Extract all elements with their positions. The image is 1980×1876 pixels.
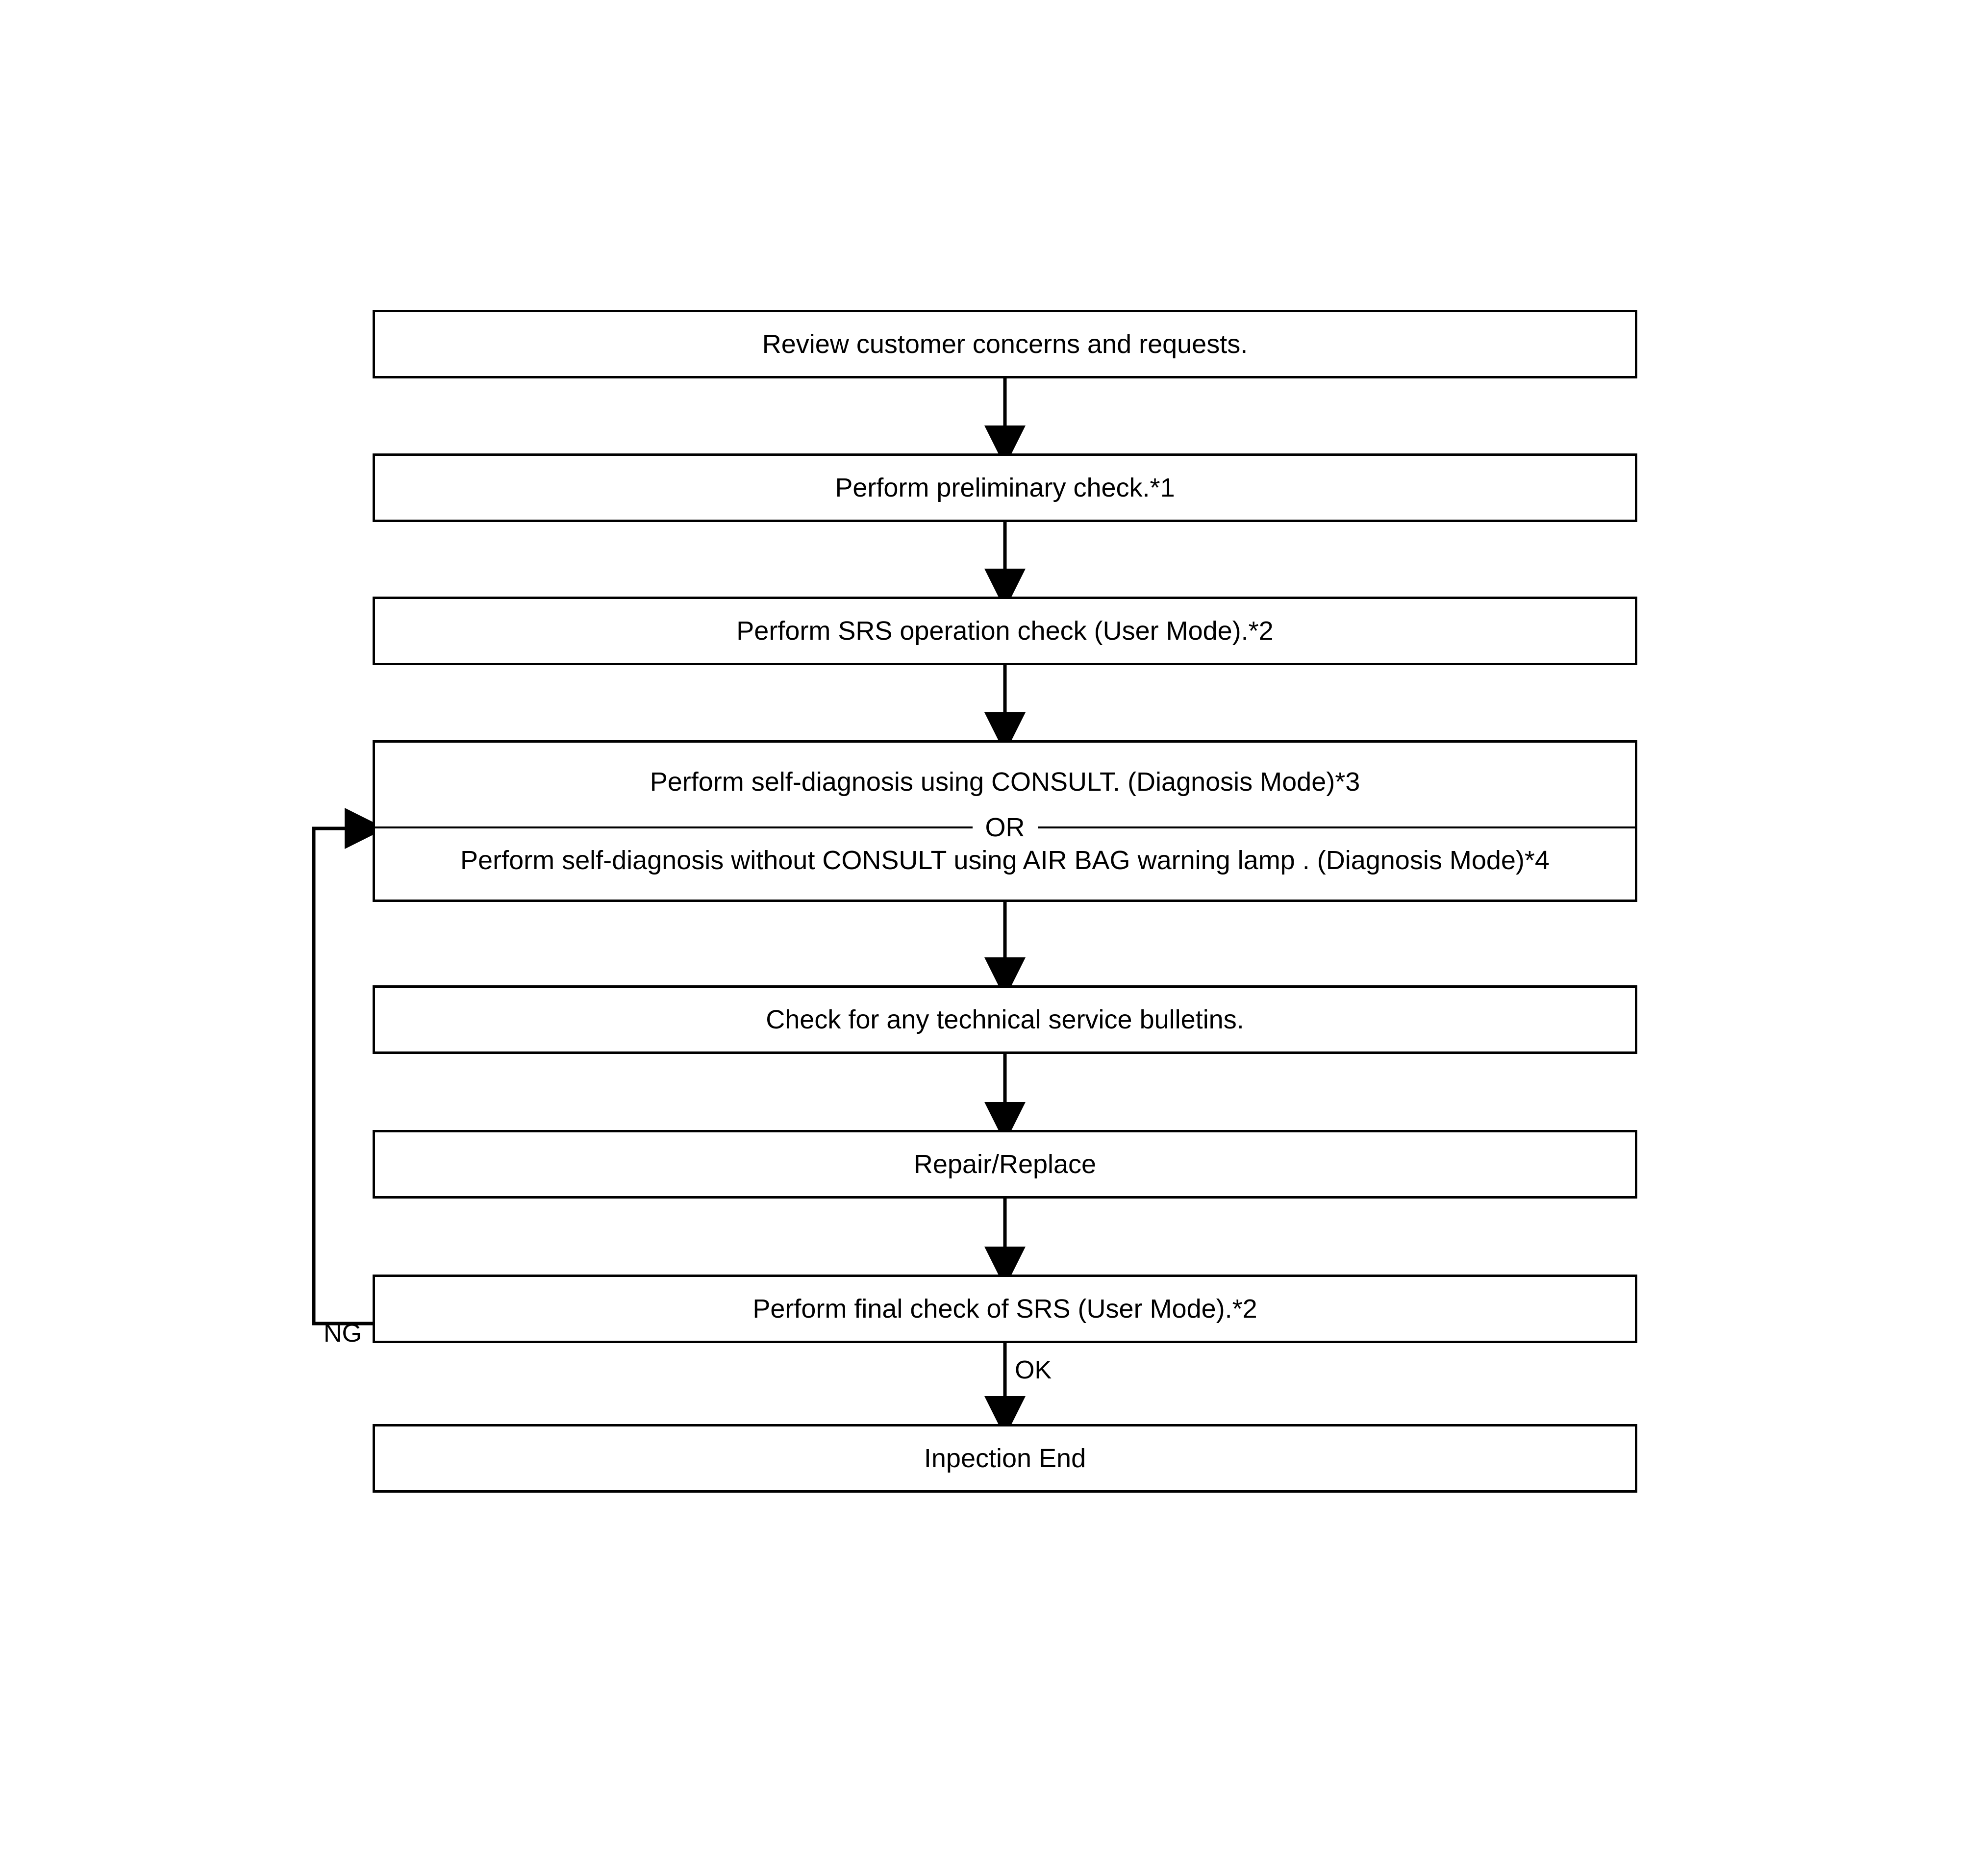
flow-node-label: Perform preliminary check.*1 — [835, 473, 1175, 502]
flow-node-label: Perform SRS operation check (User Mode).*2 — [736, 616, 1274, 646]
flow-node-srs-operation-check — [373, 597, 1637, 665]
flow-node-label: Repair/Replace — [913, 1149, 1097, 1179]
edge-label-ng: NG — [324, 1319, 362, 1348]
flow-node-label-bottom-row — [375, 821, 1635, 900]
edge-label-ok: OK — [1015, 1356, 1052, 1384]
flow-node-label-top-row — [375, 743, 1635, 821]
flow-node-final-check — [373, 1275, 1637, 1343]
flow-node-self-diagnosis — [373, 740, 1637, 902]
flow-node-preliminary-check — [373, 453, 1637, 522]
flow-node-technical-service-bulletins — [373, 985, 1637, 1054]
flow-node-label: Check for any technical service bulletins. — [766, 1004, 1244, 1034]
flow-node-label: Inpection End — [924, 1443, 1086, 1473]
flow-node-label-consult: Perform self-diagnosis using CONSULT. (Diagnosis Mode)*3 — [650, 767, 1360, 797]
flow-node-label-no-consult: Perform self-diagnosis without CONSULT using AIR BAG warning lamp . (Diagnosis Mode)*4 — [460, 845, 1550, 875]
or-label: OR — [973, 812, 1038, 843]
flow-node-label: Review customer concerns and requests. — [762, 329, 1248, 359]
flow-node-review — [373, 310, 1637, 378]
flow-node-label: Perform final check of SRS (User Mode).*2 — [752, 1294, 1257, 1324]
flow-node-inspection-end — [373, 1424, 1637, 1493]
flow-node-repair-replace — [373, 1130, 1637, 1199]
